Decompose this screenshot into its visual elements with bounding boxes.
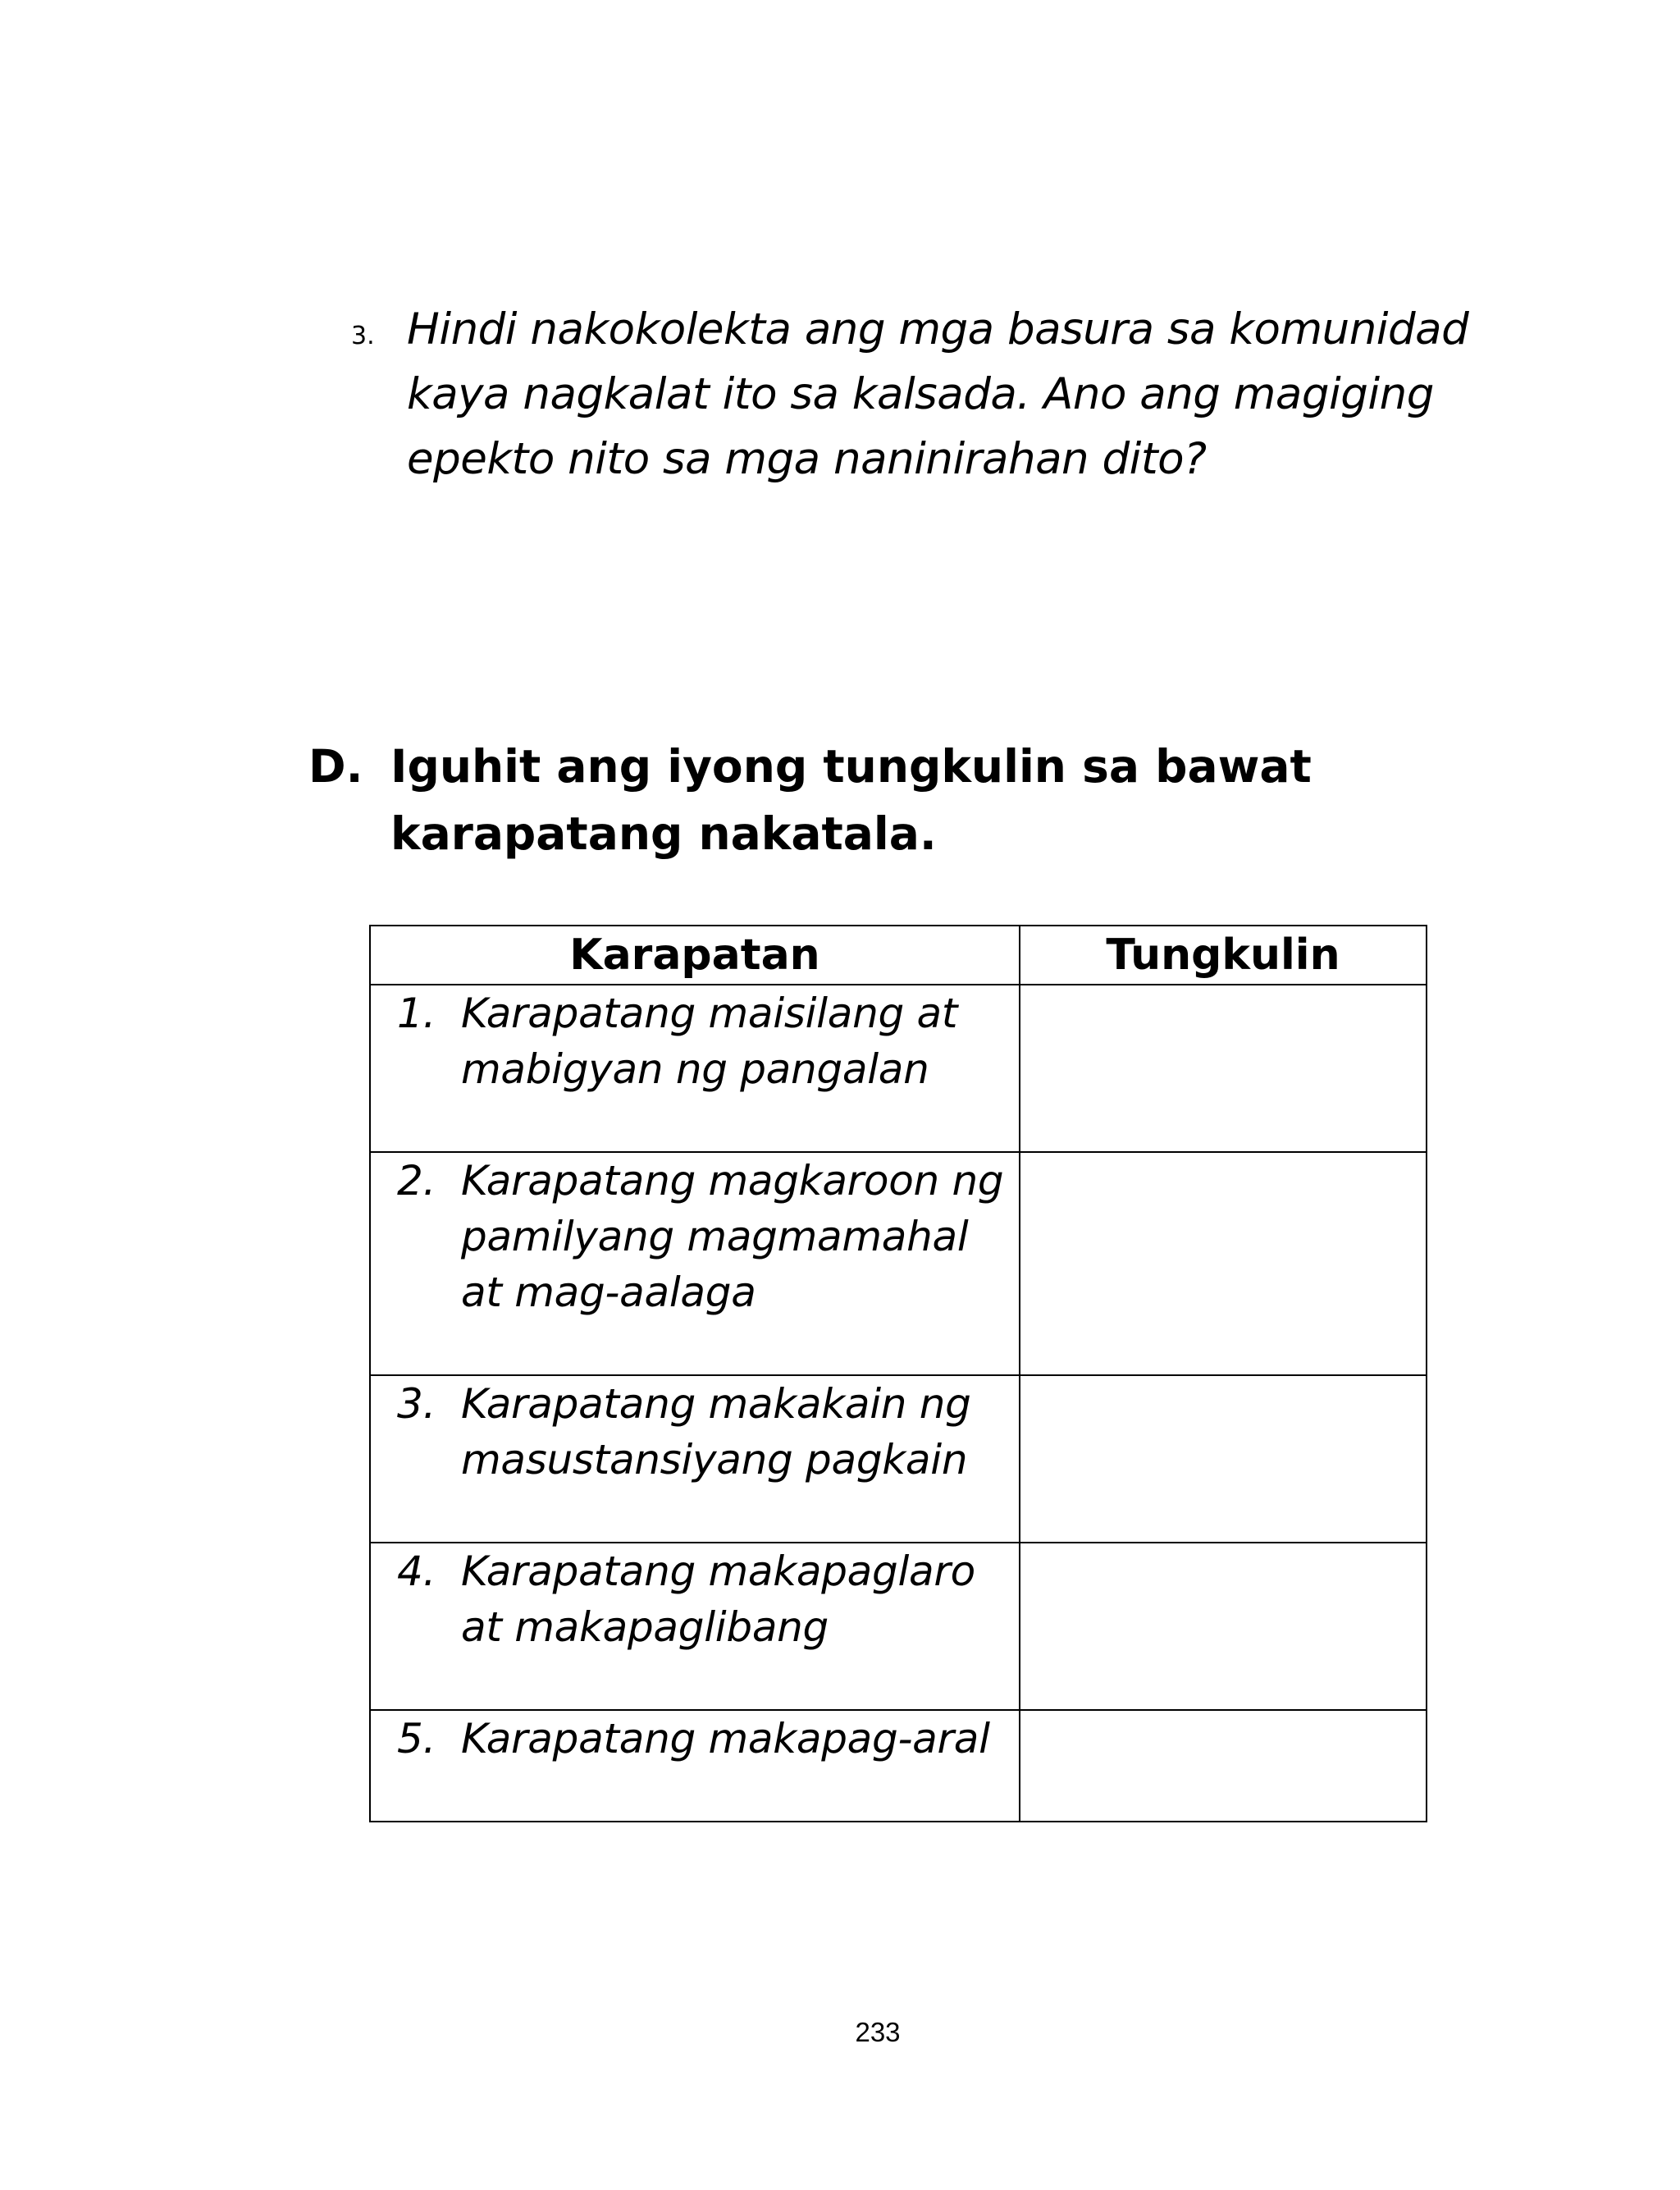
- tungkulin-answer-cell[interactable]: [1020, 1375, 1427, 1543]
- table-row: [370, 1543, 1427, 1710]
- question-number: 3.: [351, 322, 375, 350]
- section-instruction: Iguhit ang iyong tungkulin sa bawat karapatang nakatala.: [390, 740, 1312, 860]
- tungkulin-answer-cell[interactable]: [1020, 1543, 1427, 1710]
- item-number: 4.: [397, 1548, 436, 1595]
- tungkulin-answer-cell[interactable]: [1020, 1710, 1427, 1822]
- karapatan-cell: [370, 985, 1020, 1152]
- table-row: [370, 1375, 1427, 1543]
- question-text: Hindi nakokolekta ang mga basura sa komunidad kaya nagkalat ito sa kalsada. Ano ang magiging epekto nito sa mga naninirahan dito?: [407, 304, 1469, 484]
- table-row: [370, 1710, 1427, 1822]
- rights-duties-table: [369, 925, 1427, 1822]
- table-row: [370, 985, 1427, 1152]
- section-letter: D.: [308, 740, 363, 793]
- karapatan-cell: [370, 1710, 1020, 1822]
- item-number: 1.: [397, 990, 436, 1037]
- page-number: 233: [855, 2017, 901, 2047]
- karapatan-text: Karapatang makakain ng masustansiyang pagkain: [461, 1380, 971, 1484]
- item-number: 5.: [397, 1715, 436, 1763]
- item-number: 3.: [397, 1380, 436, 1428]
- header-karapatan: Karapatan: [370, 926, 1020, 985]
- tungkulin-answer-cell[interactable]: [1020, 1152, 1427, 1375]
- table-header-row: [370, 926, 1427, 985]
- table-row: [370, 1152, 1427, 1375]
- karapatan-text: Karapatang magkaroon ng pamilyang magmamahal at mag-aalaga: [461, 1157, 1004, 1316]
- karapatan-text: Karapatang makapag-aral: [461, 1715, 990, 1763]
- karapatan-cell: [370, 1375, 1020, 1543]
- karapatan-cell: [370, 1152, 1020, 1375]
- header-tungkulin: Tungkulin: [1020, 926, 1427, 985]
- karapatan-text: Karapatang maisilang at mabigyan ng pangalan: [461, 990, 958, 1093]
- tungkulin-answer-cell[interactable]: [1020, 985, 1427, 1152]
- karapatan-text: Karapatang makapaglaro at makapaglibang: [461, 1548, 975, 1651]
- karapatan-cell: [370, 1543, 1020, 1710]
- item-number: 2.: [397, 1157, 436, 1205]
